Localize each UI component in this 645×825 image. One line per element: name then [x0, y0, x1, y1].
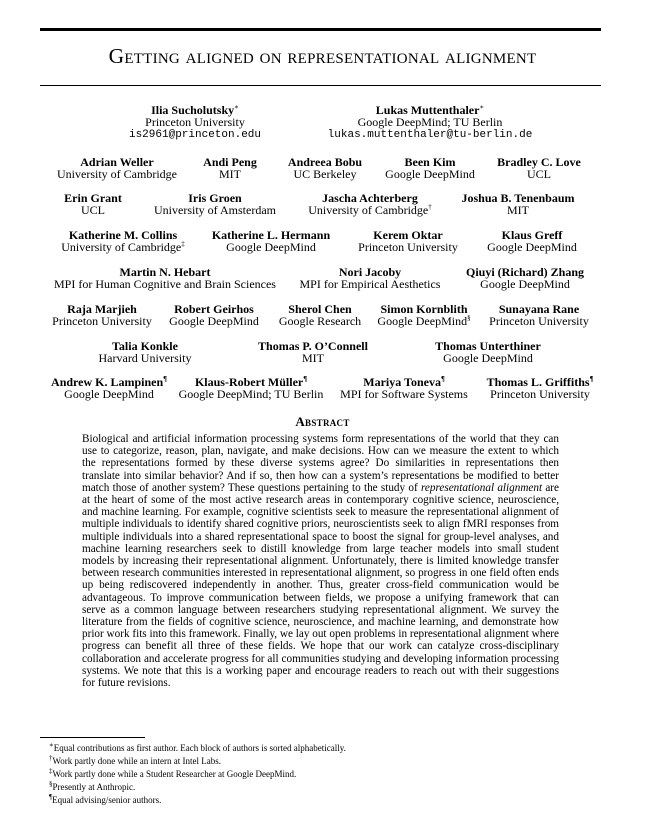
author-affiliation: UC Berkeley [293, 167, 357, 182]
author-affiliation: Google DeepMind [226, 240, 316, 255]
footnote-text: Work partly done while a Student Researcher at Google DeepMind. [52, 769, 297, 779]
author-block [382, 156, 478, 181]
abstract-italic-term: representational alignment [420, 481, 543, 494]
footnote-text: Equal advising/senior authors. [52, 795, 162, 805]
author-mark: ¶ [163, 375, 167, 383]
footnote [49, 742, 609, 755]
author-name: Iris Groen [188, 191, 242, 205]
footnote-text: Work partly done while an intern at Intel Labs. [52, 756, 221, 766]
author-name: Andreea Bobu [287, 155, 363, 169]
author-affiliation: UCL [527, 167, 551, 182]
footnote [49, 768, 609, 781]
footnote-rule [40, 737, 145, 738]
author-name: Klaus-Robert Müller [194, 375, 304, 389]
footnote [49, 794, 609, 807]
author-name: Klaus Greff [501, 228, 563, 242]
author-name: Thomas L. Griffiths [486, 375, 590, 389]
author-name: Simon Kornblith [380, 302, 468, 316]
author-affiliation: Princeton University [489, 314, 589, 329]
affiliation-mark: ‡ [181, 240, 185, 249]
author-block [458, 192, 578, 217]
footnote-mark: † [49, 754, 53, 762]
author-affiliation: MIT [302, 351, 324, 366]
author-affiliation: University of Cambridge [61, 240, 182, 255]
author-email: is2961@princeton.edu [128, 128, 262, 141]
author-name: Andrew K. Lampinen [51, 375, 164, 389]
footnote-mark: ∗ [49, 741, 54, 749]
author-mark: ∗ [479, 103, 485, 111]
author-block [374, 303, 474, 328]
author-name: Robert Geirhos [174, 302, 254, 316]
footnote-mark: ‡ [49, 767, 53, 775]
author-email: lukas.muttenthaler@tu-berlin.de [327, 128, 533, 141]
footnote [49, 755, 609, 768]
footnotes [49, 742, 609, 807]
author-block [278, 156, 372, 181]
author-block [484, 376, 596, 401]
author-name: Joshua B. Tenenbaum [461, 191, 575, 205]
author-name: Been Kim [404, 155, 456, 169]
abstract-text [82, 433, 559, 689]
author-name: Adrian Weller [80, 155, 154, 169]
author-block [338, 376, 470, 401]
author-block [176, 376, 326, 401]
author-affiliation: Google DeepMind [487, 240, 577, 255]
author-block [50, 303, 154, 328]
author-affiliation: MPI for Human Cognitive and Brain Sciences [54, 277, 276, 292]
author-affiliation: Google DeepMind [443, 351, 533, 366]
author-name: Martin N. Hebart [119, 265, 211, 279]
footnote-text: Equal contributions as first author. Each block of authors is sorted alphabetically. [53, 743, 346, 753]
author-affiliation: Google DeepMind [64, 387, 154, 402]
author-affiliation: Google DeepMind; TU Berlin [178, 387, 324, 402]
author-affiliation: Princeton University [52, 314, 152, 329]
author-affiliation: Google DeepMind [377, 314, 468, 329]
author-name: Thomas Unterthiner [435, 339, 541, 353]
author-mark: ¶ [440, 375, 445, 383]
author-affiliation: Google DeepMind [385, 167, 475, 182]
title-top-rule [40, 28, 601, 31]
author-affiliation: Princeton University [358, 240, 458, 255]
author-block [491, 156, 587, 181]
author-name: Bradley C. Love [497, 155, 581, 169]
author-affiliation: MIT [219, 167, 241, 182]
author-affiliation: Princeton University [145, 115, 245, 130]
author-block [483, 229, 581, 254]
author-name: Talia Konkle [112, 339, 178, 353]
author-block [428, 340, 548, 365]
author-block [274, 303, 366, 328]
author-block [150, 192, 280, 217]
affiliation-mark: § [467, 314, 471, 323]
abstract-text-part: Biological and artificial information processing systems form representations of the world that they can use to categorize, reason, plan, navigate, and make decisions. How can we measure the extent to which the representations formed by these diverse systems agree? Do similarities in representations then translate into similar behavior? And if so, then how can a system’s representations be modified to better match those of another system? These questions pertaining to the study of [82, 433, 559, 494]
author-affiliation: Princeton University [490, 387, 590, 402]
author-name: Mariya Toneva [363, 375, 441, 389]
author-name: Qiuyi (Richard) Zhang [465, 265, 585, 279]
author-block [90, 340, 200, 365]
paper-title: Getting aligned on representational alignment [108, 44, 537, 68]
author-block [300, 104, 560, 141]
author-name: Thomas P. O’Connell [258, 339, 368, 353]
author-mark: ∗ [234, 103, 239, 111]
abstract-text-part: are at the heart of some of the most active research areas in contemporary cognitive science, neuroscience, and machine learning. For example, cognitive scientists seek to measure the representational alignment of multiple individuals to identify shared cognitive priors, neuroscientists seek to align fMRI responses from multiple individuals into a shared representational space to boost the signal for group-level analyses, and machine learning researchers seek to distill knowledge from large teacher models into small student models by increasing their representational alignment. Unfortunately, there is limited knowledge transfer between research communities interested in representational alignment, so progress in one field often ends up being rediscovered independently in another. Thus, greater cross-field communication would be advantageous. To improve communication between fields, we propose a unifying framework that can serve as a common language between researchers studying representational alignment. We survey the literature from the fields of cognitive science, neuroscience, and machine learning, and demonstrate how prior work fits into this framework. Finally, we lay out open problems in representational alignment where progress can benefit all three of these fields. We hope that our work can catalyze cross-disciplinary collaboration and accelerate progress for all communities studying and developing information processing systems. We note that this is a working paper and encourage readers to reach out with their suggestions for future revisions. [82, 481, 559, 690]
author-name: Katherine M. Collins [68, 228, 178, 242]
author-block [355, 229, 461, 254]
author-block [462, 266, 588, 291]
author-block [52, 266, 278, 291]
author-name: Erin Grant [64, 191, 122, 205]
author-block [305, 192, 435, 217]
author-affiliation: Harvard University [98, 351, 192, 366]
author-affiliation: Google DeepMind [480, 277, 570, 292]
author-name: Lukas Muttenthaler [375, 103, 480, 117]
author-block [190, 156, 270, 181]
footnote [49, 781, 609, 794]
footnote-text: Presently at Anthropic. [52, 782, 136, 792]
author-name: Sherol Chen [288, 302, 352, 316]
author-mark: ¶ [303, 375, 308, 383]
author-affiliation: University of Cambridge [57, 167, 177, 182]
author-block [295, 266, 445, 291]
author-block [166, 303, 262, 328]
author-block [58, 229, 188, 254]
author-block [248, 340, 378, 365]
author-block [85, 104, 305, 141]
author-affiliation: University of Cambridge [308, 203, 429, 218]
author-affiliation: Google DeepMind; TU Berlin [357, 115, 503, 130]
abstract-heading: Abstract [295, 414, 350, 429]
author-name: Kerem Oktar [373, 228, 443, 242]
author-name: Nori Jacoby [338, 265, 402, 279]
author-block [54, 156, 180, 181]
author-affiliation: MPI for Software Systems [340, 387, 468, 402]
author-block [486, 303, 592, 328]
author-mark: ¶ [589, 375, 594, 383]
author-affiliation: MIT [507, 203, 529, 218]
author-affiliation: UCL [81, 203, 105, 218]
footnote-mark: § [49, 780, 53, 788]
author-name: Jascha Achterberg [322, 191, 418, 205]
author-name: Katherine L. Hermann [211, 228, 331, 242]
author-affiliation: MPI for Empirical Aesthetics [299, 277, 441, 292]
author-block [46, 376, 172, 401]
title-bottom-rule [40, 85, 601, 86]
footnote-mark: ¶ [49, 793, 53, 801]
author-name: Andi Peng [203, 155, 257, 169]
author-affiliation: University of Amsterdam [154, 203, 276, 218]
author-name: Sunayana Rane [498, 302, 580, 316]
author-block [206, 229, 336, 254]
author-name: Ilia Sucholutsky [151, 103, 235, 117]
author-affiliation: Google DeepMind [169, 314, 259, 329]
author-affiliation: Google Research [278, 314, 362, 329]
author-name: Raja Marjieh [67, 302, 137, 316]
author-block [58, 192, 128, 217]
affiliation-mark: † [428, 203, 432, 212]
